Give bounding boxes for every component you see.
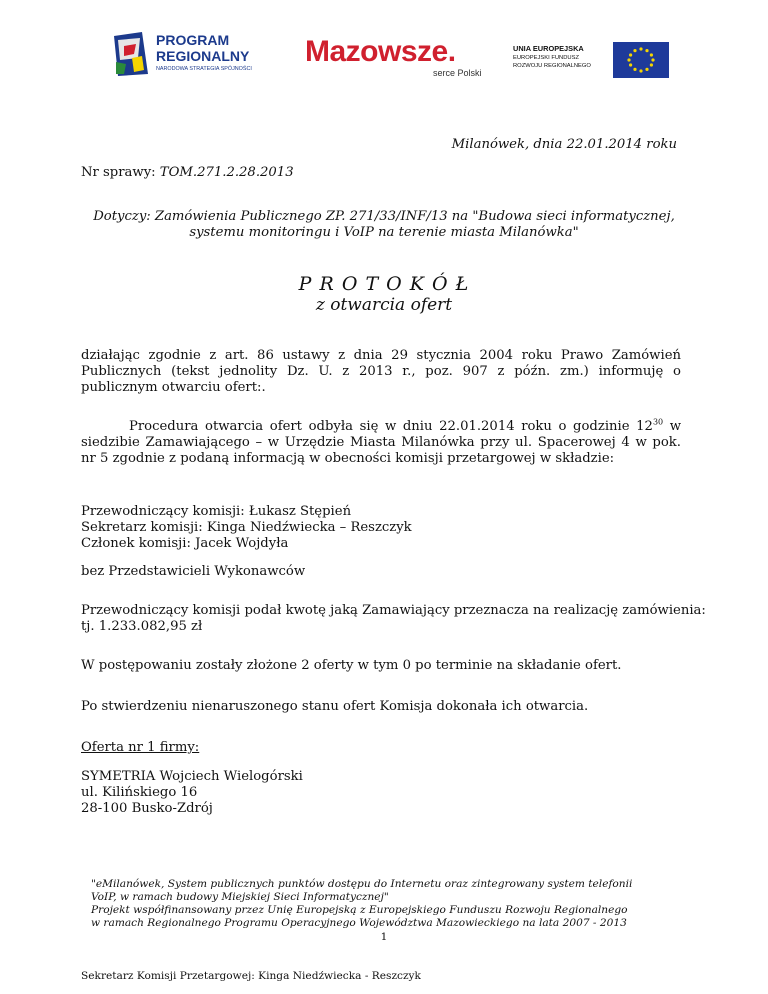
offer1-heading: Oferta nr 1 firmy:	[81, 740, 200, 755]
program-regionalny-logo	[112, 30, 262, 82]
mazowsze-logo	[305, 36, 490, 82]
program-regionalny-emblem	[112, 32, 150, 76]
page-number: 1	[380, 931, 388, 943]
committee-member: Członek komisji: Jacek Wojdyła	[81, 536, 289, 551]
offer1-street: ul. Kilińskiego 16	[81, 785, 198, 800]
footer-note-line3: Projekt współfinansowany przez Unię Europejską z Europejskiego Funduszu Rozwoju Regionalnego	[91, 904, 628, 916]
regarding-line1: Dotyczy: Zamówienia Publicznego ZP. 271/33/INF/13 na "Budowa sieci informatycznej,	[93, 209, 675, 224]
footer-note-line4: w ramach Regionalnego Programu Operacyjnego Województwa Mazowieckiego na lata 2007 - 2013	[91, 917, 627, 929]
opening-statement: Po stwierdzeniu nienaruszonego stanu ofert Komisja dokonała ich otwarcia.	[81, 699, 589, 714]
eu-logo-line2: EUROPEJSKI FUNDUSZ	[513, 55, 580, 61]
offer1-city: 28-100 Busko-Zdrój	[81, 801, 213, 816]
committee-member-secretary: Sekretarz komisji: Kinga Niedźwiecka – Reszczyk	[81, 520, 412, 535]
offers-count: W postępowaniu zostały złożone 2 oferty w tym 0 po terminie na składanie ofert.	[81, 658, 622, 673]
mazowsze-logo-tagline: serce Polski	[433, 68, 482, 78]
page-title: P R O T O K Ó Ł	[298, 273, 470, 295]
offer1-company: SYMETRIA Wojciech Wielogórski	[81, 769, 303, 784]
footer-note-line2: VoIP, w ramach budowy Miejskiej Sieci Informatycznej"	[91, 891, 389, 903]
case-number-value: TOM.271.2.28.2013	[159, 165, 294, 180]
procedure-text-start: Procedura otwarcia ofert odbyła się w dniu 22.01.2014 roku o godzinie 12	[129, 419, 653, 434]
procedure-text-end: w siedzibie Zamawiającego – w Urzędzie Miasta Milanówka przy ul. Spacerowej 4 w pok. nr 5 zgodnie z podaną informacją w obecności komisji przetargowej w składzie:	[81, 419, 682, 466]
place-date: Milanówek, dnia 22.01.2014 roku	[451, 137, 677, 152]
budget-line2: tj. 1.233.082,95 zł	[81, 619, 203, 634]
case-number	[81, 165, 294, 181]
footer-note-line1: "eMilanówek, System publicznych punktów dostępu do Internetu oraz zintegrowany system telefonii	[91, 878, 633, 890]
case-number-label: Nr sprawy:	[81, 165, 156, 180]
eu-logo	[513, 44, 673, 80]
program-logo-tagline: NARODOWA STRATEGIA SPÓJNOŚCI	[156, 66, 252, 72]
eu-logo-line3: ROZWOJU REGIONALNEGO	[513, 63, 591, 69]
program-logo-line2: REGIONALNY	[156, 48, 250, 64]
signature-line: Sekretarz Komisji Przetargowej: Kinga Niedźwiecka - Reszczyk	[81, 970, 421, 982]
procedure-paragraph	[81, 419, 681, 467]
no-contractors-note: bez Przedstawicieli Wykonawców	[81, 564, 306, 579]
program-logo-line1: PROGRAM	[156, 32, 230, 48]
regarding-line2: systemu monitoringu i VoIP na terenie miasta Milanówka"	[189, 225, 579, 240]
committee-member-chair: Przewodniczący komisji: Łukasz Stępień	[81, 504, 352, 519]
eu-logo-line1: UNIA EUROPEJSKA	[513, 44, 584, 53]
budget-line1: Przewodniczący komisji podał kwotę jaką Zamawiający przeznacza na realizację zamówienia:	[81, 603, 706, 618]
page-subtitle: z otwarcia ofert	[315, 295, 453, 315]
procedure-time-superscript: 30	[652, 417, 664, 427]
intro-paragraph: działając zgodnie z art. 86 ustawy z dnia 29 stycznia 2004 roku Prawo Zamówień Publicznych (tekst jednolity Dz. U. z 2013 r., poz. 907 z późn. zm.) informuję o publicznym otwarciu ofert:.	[81, 348, 681, 395]
mazowsze-logo-name: Mazowsze.	[305, 35, 456, 68]
eu-flag-icon	[613, 42, 669, 78]
